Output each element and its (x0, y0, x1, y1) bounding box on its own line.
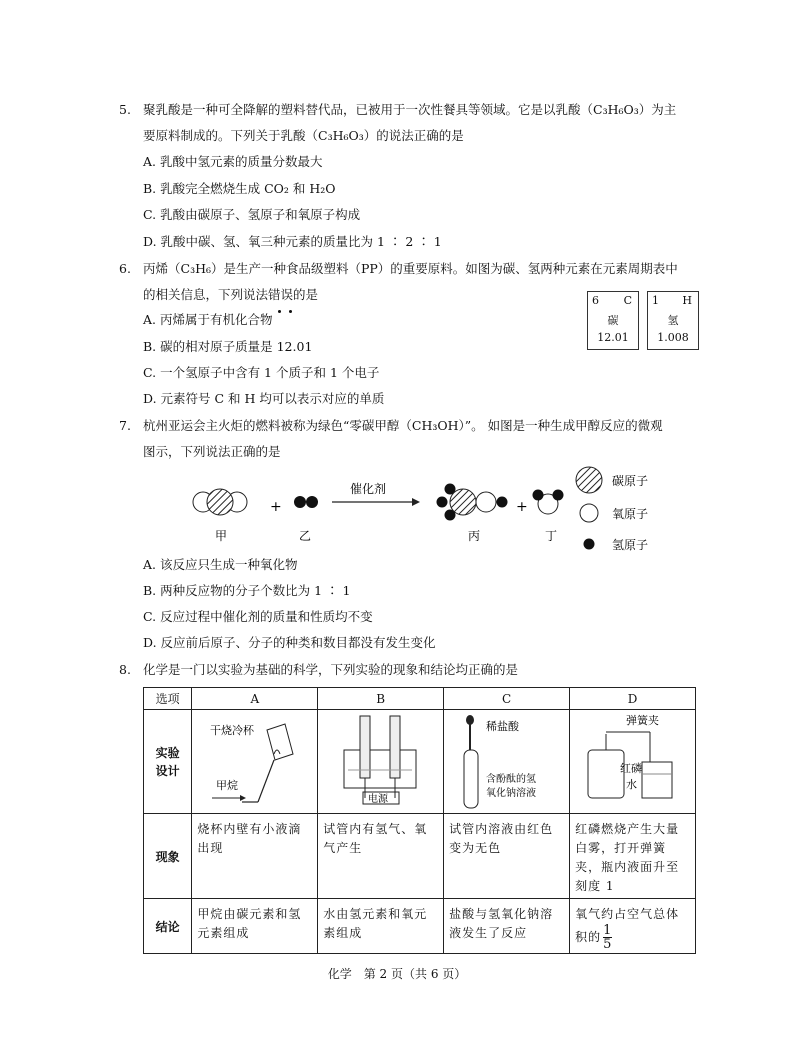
legend-hydrogen-label: 氢原子 (612, 538, 649, 552)
q5-option-c: C. 乳酸由碳原子、氢原子和氧原子构成 (143, 207, 361, 222)
molecule-methanol (437, 484, 508, 521)
design-b (318, 710, 444, 814)
table-row-phenomenon (144, 814, 696, 899)
q8-number: 8. (119, 662, 131, 677)
water-label: 水 (626, 778, 638, 791)
conclusion-d (570, 899, 696, 954)
legend-hydrogen-icon (584, 539, 595, 550)
header-d: D (570, 688, 696, 710)
q6-stem-line1: 丙烯（C₃H₆）是生产一种食品级塑料（PP）的重要原料。如图为碳、氢两种元素在元素周期表中 (143, 261, 678, 276)
fraction-one-fifth (603, 924, 612, 951)
table-row-conclusion (144, 899, 696, 954)
conclusion-d-text: 氧气约占空气总体积的 (575, 907, 680, 944)
phenomenon-b: 试管内有氢气、氧气产生 (318, 814, 444, 899)
atomic-mass: 1.008 (657, 331, 689, 344)
experiment-table (143, 687, 696, 954)
header-a: A (192, 688, 318, 710)
q7-stem-line1: 杭州亚运会主火炬的燃料被称为绿色“零碳甲醇（CH₃OH）”。 如图是一种生成甲醇反应的微观 (143, 418, 663, 433)
q5-stem-line2: 要原料制成的。下列关于乳酸（C₃H₆O₃）的说法正确的是 (143, 128, 464, 143)
table-header-row (144, 688, 696, 710)
q6-option-a: A. 丙烯属于有机化合物 (143, 312, 273, 327)
q5-stem-line1: 聚乳酸是一种可全降解的塑料替代品，已被用于一次性餐具等领域。它是以乳酸（C₃H₆O₃）为主 (143, 102, 677, 117)
q7-stem-line2: 图示，下列说法正确的是 (143, 444, 281, 459)
power-label: 电源 (368, 794, 389, 805)
acid-label: 稀盐酸 (486, 720, 520, 733)
q7-option-c: C. 反应过程中催化剂的质量和性质均不变 (143, 609, 373, 624)
element-card-carbon (587, 291, 639, 350)
legend-oxygen-icon (580, 504, 598, 522)
header-option: 选项 (144, 688, 192, 710)
q7-option-d: D. 反应前后原子、分子的种类和数目都没有发生变化 (143, 635, 436, 650)
q5-option-a: A. 乳酸中氢元素的质量分数最大 (143, 154, 323, 169)
row-label-conclusion: 结论 (144, 899, 192, 954)
header-b: B (318, 688, 444, 710)
arrow-head-icon (412, 498, 420, 506)
header-c: C (444, 688, 570, 710)
atomic-mass: 12.01 (597, 331, 629, 344)
atomic-number: 1 (652, 294, 659, 307)
solution-label-2: 氧化钠溶液 (486, 788, 537, 799)
plus-sign-1: + (270, 499, 282, 515)
molecule-co2 (193, 489, 247, 515)
element-name: 碳 (607, 314, 619, 327)
design-d (570, 710, 696, 814)
molecule-water (533, 490, 564, 515)
q7-number: 7. (119, 418, 131, 433)
design-c (444, 710, 570, 814)
row-label-phenomenon: 现象 (144, 814, 192, 899)
clamp-label: 弹簧夹 (626, 714, 660, 727)
conclusion-c: 盐酸与氢氧化钠溶液发生了反应 (444, 899, 570, 954)
reaction-diagram (180, 460, 700, 560)
element-name: 氢 (667, 314, 679, 327)
conclusion-a: 甲烷由碳元素和氢元素组成 (192, 899, 318, 954)
phenomenon-c: 试管内溶液由红色变为无色 (444, 814, 570, 899)
q6-option-d: D. 元素符号 C 和 H 均可以表示对应的单质 (143, 391, 385, 406)
legend-carbon-label: 碳原子 (612, 474, 649, 488)
q5-option-b: B. 乳酸完全燃烧生成 CO₂ 和 H₂O (143, 181, 336, 196)
legend-oxygen-label: 氧原子 (612, 507, 649, 521)
molecule-h2 (294, 496, 318, 508)
element-card-hydrogen (647, 291, 699, 350)
label-jia: 甲 (215, 529, 228, 543)
label-ding: 丁 (545, 529, 558, 543)
q8-stem: 化学是一门以实验为基础的科学，下列实验的现象和结论均正确的是 (143, 662, 519, 677)
emphasis-dots (278, 301, 292, 316)
catalyst-label: 催化剂 (350, 482, 387, 496)
q6-option-c: C. 一个氢原子中含有 1 个质子和 1 个电子 (143, 365, 380, 380)
element-symbol: H (682, 294, 692, 307)
fraction-denominator: 5 (603, 937, 613, 952)
legend-carbon-icon (576, 467, 602, 493)
q5-option-d: D. 乳酸中碳、氢、氧三种元素的质量比为 1 ∶ 2 ∶ 1 (143, 234, 442, 249)
row-label-design (144, 710, 192, 814)
solution-label-1: 含酚酞的氢 (486, 774, 537, 785)
element-symbol: C (623, 294, 632, 307)
label-yi: 乙 (299, 529, 312, 543)
design-a (192, 710, 318, 814)
neutralization-diagram (444, 710, 566, 810)
methane-label: 甲烷 (216, 779, 239, 792)
q7-option-a: A. 该反应只生成一种氧化物 (143, 557, 298, 572)
conclusion-b: 水由氢元素和氧元素组成 (318, 899, 444, 954)
q6-option-b: B. 碳的相对原子质量是 12.01 (143, 339, 313, 354)
table-row-design (144, 710, 696, 814)
phenomenon-d: 红磷燃烧产生大量白雾，打开弹簧夹，瓶内液面升至刻度 1 (570, 814, 696, 899)
plus-sign-2: + (516, 499, 528, 515)
q7-option-b: B. 两种反应物的分子个数比为 1 ∶ 1 (143, 583, 351, 598)
oxygen-content-diagram (570, 710, 692, 810)
q6-number: 6. (119, 261, 131, 276)
methane-burning-diagram (192, 710, 314, 810)
page-footer: 化学 第 2 页（共 6 页） (327, 967, 467, 981)
q5-number: 5. (119, 102, 131, 117)
label-bing: 丙 (468, 529, 481, 543)
q6-stem-line2: 的相关信息，下列说法错误的是 (143, 287, 319, 302)
electrolysis-diagram (318, 710, 440, 810)
row-label-design-text: 实验设计 (155, 745, 180, 778)
cup-label: 干烧冷杯 (210, 724, 255, 737)
phosphorus-label: 红磷 (620, 762, 643, 775)
atomic-number: 6 (592, 294, 599, 307)
phenomenon-a: 烧杯内壁有小液滴出现 (192, 814, 318, 899)
fraction-numerator: 1 (603, 923, 613, 938)
